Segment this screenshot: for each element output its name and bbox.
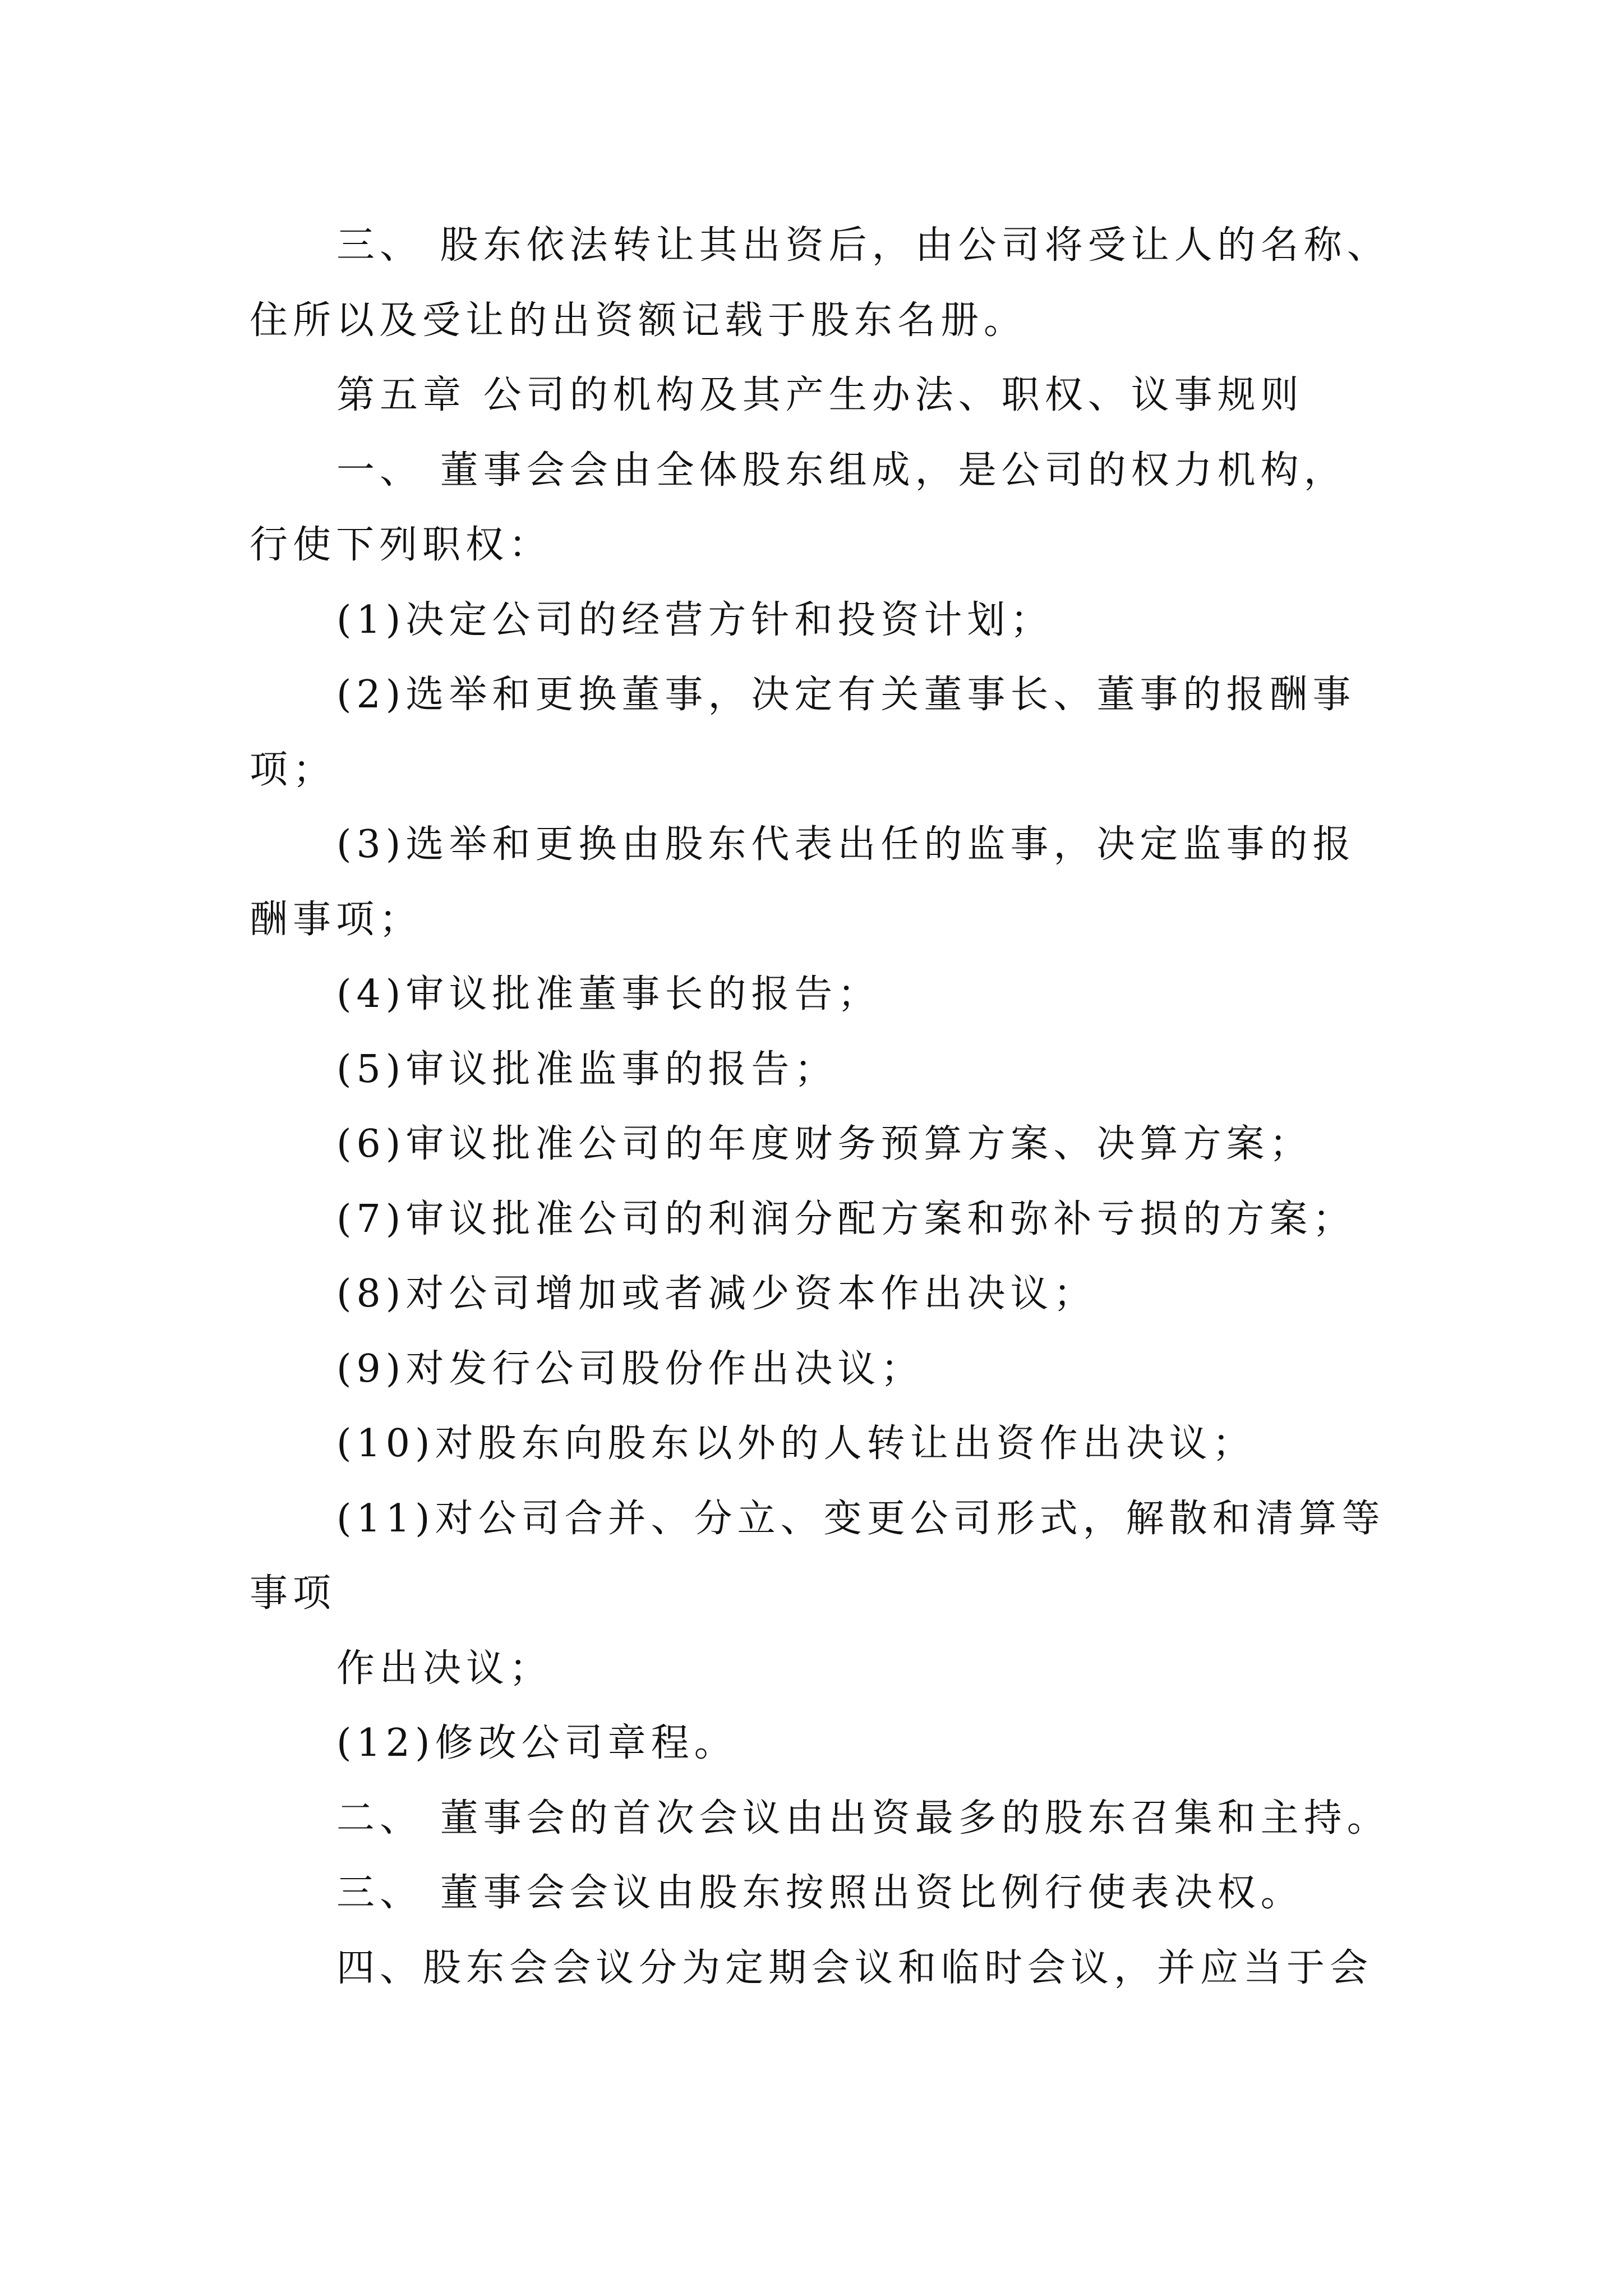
- list-item: (12)修改公司章程。: [336, 1721, 737, 1765]
- paragraph-line: 四、股东会会议分为定期会议和临时会议，并应当于会: [336, 1946, 1373, 1990]
- chapter-heading: 第五章 公司的机构及其产生办法、职权、议事规则: [336, 373, 1304, 417]
- list-item: (4)审议批准董事长的报告；: [336, 972, 881, 1016]
- list-item: (3)选举和更换由股东代表出任的监事，决定监事的报: [336, 822, 1356, 867]
- paragraph-line: 三、 股东依法转让其出资后，由公司将受让人的名称、: [336, 223, 1390, 268]
- list-item-continuation: 事项: [250, 1571, 336, 1616]
- list-item: (6)审议批准公司的年度财务预算方案、决算方案；: [336, 1122, 1313, 1166]
- list-item-continuation: 项；: [250, 748, 336, 792]
- paragraph-line: 行使下列职权：: [250, 523, 552, 567]
- list-item: (5)审议批准监事的报告；: [336, 1047, 838, 1092]
- list-item: (11)对公司合并、分立、变更公司形式，解散和清算等: [336, 1497, 1385, 1541]
- list-item: (8)对公司增加或者减少资本作出决议；: [336, 1272, 1097, 1316]
- list-item: (10)对股东向股东以外的人转让出资作出决议；: [336, 1421, 1256, 1466]
- list-item: (2)选举和更换董事，决定有关董事长、董事的报酬事: [336, 673, 1356, 717]
- paragraph-line: 住所以及受让的出资额记载于股东名册。: [250, 298, 1027, 343]
- list-item: (7)审议批准公司的利润分配方案和弥补亏损的方案；: [336, 1197, 1356, 1241]
- list-item-continuation: 酬事项；: [250, 898, 423, 942]
- paragraph-line: 三、 董事会会议由股东按照出资比例行使表决权。: [336, 1871, 1304, 1915]
- list-item: (1)决定公司的经营方针和投资计划；: [336, 598, 1054, 642]
- paragraph-line: 一、 董事会会由全体股东组成，是公司的权力机构，: [336, 448, 1347, 493]
- list-item-continuation: 作出决议；: [336, 1646, 553, 1691]
- list-item: (9)对发行公司股份作出决议；: [336, 1347, 924, 1391]
- paragraph-line: 二、 董事会的首次会议由出资最多的股东召集和主持。: [336, 1796, 1390, 1841]
